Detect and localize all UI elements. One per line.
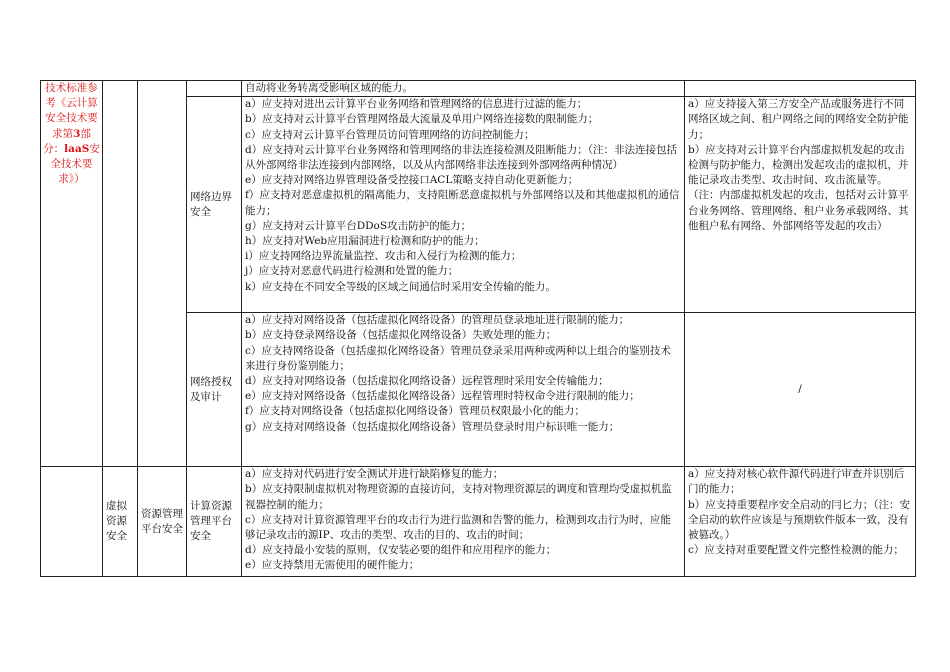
network-auth-clip [245,313,681,465]
side-label-part1: 技术标准参考《云计算安全技术要求第 [45,82,98,140]
category-virtual-resource: 虚拟资源安全 [103,467,138,577]
network-boundary-extended-requirements [685,97,916,313]
side-label-num: 3 [73,127,81,140]
subcategory-compute-platform: 计算资源管理平台安全 [187,467,242,577]
compute-platform-extended-requirements [685,467,916,577]
list-item: a）应支持对进出云计算平台业务网络和管理网络的信息进行过滤的能力； [245,98,588,111]
list-item: c）应支持对计算资源管理平台的攻击行为进行监测和告警的能力，检测到攻击行为时，应能够记录攻击的源IP、攻击的类型、攻击的目的、攻击的时间； [245,513,671,542]
requirements-table [40,80,916,577]
network-auth-extended-placeholder: / [685,313,916,467]
side-label-laas: laaS [64,142,90,155]
side-label-part3: 安全技术要求》） [50,142,100,186]
list-item: c）应支持网络设备（包括虚拟化网络设备）管理员登录采用两种或两种以上组合的鉴别技术来进行身份鉴别能力； [245,344,671,372]
list-item: c）应支持对重要配置文件完整性检测的能力； [688,544,904,557]
group-resource-platform: 资源管理平台安全 [138,467,187,577]
subcategory-network-boundary: 网络边界安全 [187,97,242,313]
list-item: b）应支持限制虚拟机对物理资源的直接访问，支持对物理资源层的调度和管理均受虚拟机监视器控制的能力； [245,483,672,511]
list-item: g）应支持对云计算平台DDoS攻击防护的能力； [245,219,472,232]
top-row-text: 自动将业务转离受影响区域的能力。 [242,81,685,97]
table-row-compute [41,467,916,577]
list-item: b）应支持登录网络设备（包括虚拟化网络设备）失败处理的能力； [245,329,557,342]
list-item: f）应支持对恶意虚拟机的隔离能力，支持阻断恶意虚拟机与外部网络以及和其他虚拟机的通信能力； [245,189,680,217]
list-item: b）应支持对云计算平台内部虚拟机发起的攻击检测与防护能力，检测出发起攻击的虚拟机，并能记录攻击类型、攻击时间、攻击流量等。（注：内部虚拟机发起的攻击，包括对云计算平台业务网络、管理网络、租户业务承载网络、其他租户私有网络、外部网络等发起的攻击） [688,143,909,232]
list-item: a）应支持接入第三方安全产品或服务进行不同网络区域之间、租户网络之间的网络安全防护能力； [688,98,909,141]
table-row-top [41,81,916,97]
side-label-part2: 部分： [43,127,91,155]
compute-platform-requirements [242,467,685,577]
empty-cell [138,81,187,467]
list-item: e）应支持对网络边界管理设备受控接口ACL策略支持自动化更新能力； [245,174,579,187]
list-item: h）应支持对Web应用漏洞进行检测和防护的能力； [245,235,485,248]
list-item: d）应支持对网络设备（包括虚拟化网络设备）远程管理时采用安全传输能力； [245,375,609,388]
list-item: g）应支持对网络设备（包括虚拟化网络设备）管理员登录时用户标识唯一能力； [245,420,620,433]
empty-cell [41,467,103,577]
empty-cell [187,81,242,97]
list-item: i）应支持网络边界流量监控、攻击和入侵行为检测的能力； [245,250,522,263]
list-item: d）应支持最小安装的原则，仅安装必要的组件和应用程序的能力； [245,544,557,557]
subcategory-network-auth: 网络授权及审计 [187,313,242,467]
list-item: b）应支持对云计算平台管理网络最大流量及单用户网络连接数的限制能力； [245,113,599,126]
empty-cell [103,81,138,467]
empty-cell [685,81,916,97]
list-item: c）应支持对云计算平台管理员访问管理网络的访问控制能力； [245,128,535,141]
list-item: d）应支持对云计算平台业务网络和管理网络的非法连接检测及阻断能力；（注：非法连接包括从外部网络非法连接到内部网络，以及从内部网络非法连接到外部网络两种情况） [245,143,677,172]
list-item: k）应支持在不同安全等级的区域之间通信时采用安全传输的能力。 [245,280,556,293]
list-item: f）应支持对网络设备（包括虚拟化网络设备）管理员权限最小化的能力； [245,405,585,418]
standard-reference-label [41,81,103,467]
list-item: a）应支持对核心软件源代码进行审查并识别后门的能力； [688,468,905,496]
network-auth-requirements [242,313,685,467]
list-item: e）应支持对网络设备（包括虚拟化网络设备）远程管理时特权命令进行限制的能力； [245,390,640,403]
list-item: a）应支持对网络设备（包括虚拟化网络设备）的管理员登录地址进行限制的能力； [245,314,630,327]
network-boundary-requirements [242,97,685,313]
list-item: e）应支持禁用无需使用的硬件能力； [245,559,420,572]
list-item: b）应支持重要程序安全启动的冃匕力；（注：安全启动的软件应该是与预期软件版本一致，没有被篡改。） [688,498,910,542]
list-item: a）应支持对代码进行安全测试并进行缺陷修复的能力； [245,468,504,481]
list-item: j）应支持对恶意代码进行检测和处置的能力； [245,265,459,278]
